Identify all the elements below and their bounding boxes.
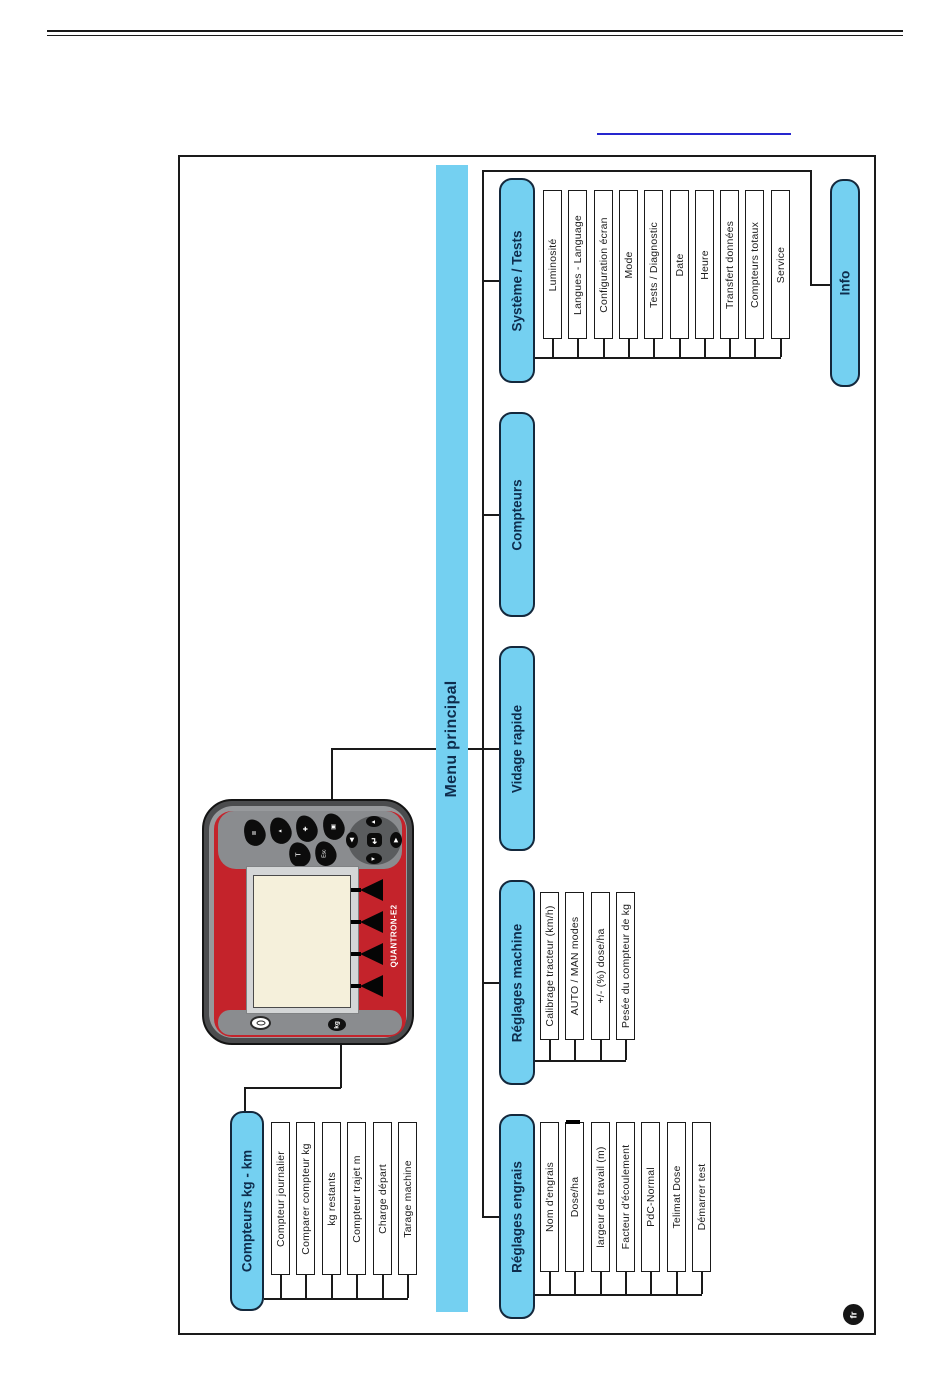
menu-item bbox=[591, 1122, 610, 1272]
menu-box-label: Système / Tests bbox=[509, 229, 525, 332]
connector-line bbox=[482, 514, 499, 516]
menu-item bbox=[540, 1122, 559, 1272]
device-illustration bbox=[202, 799, 414, 1045]
connector-line bbox=[729, 339, 731, 357]
menu-item bbox=[619, 190, 638, 339]
softkey-icon bbox=[360, 911, 383, 933]
menu-item-label: AUTO / MAN modes bbox=[568, 916, 581, 1016]
connector-line bbox=[625, 1272, 627, 1294]
connector-line bbox=[628, 339, 630, 357]
menu-box-label: Réglages engrais bbox=[509, 1160, 525, 1273]
main-menu-bar bbox=[436, 165, 468, 1312]
menu-item bbox=[398, 1122, 417, 1275]
connector-line bbox=[356, 1275, 358, 1298]
menu-item bbox=[373, 1122, 392, 1275]
menu-item-label: Telimat Dose bbox=[670, 1165, 683, 1229]
enter-key-icon: ↵ bbox=[367, 833, 382, 847]
menu-item-label: Compteur trajet m bbox=[350, 1154, 363, 1243]
softkey-icon bbox=[360, 879, 383, 901]
menu-item-label: Nom d'engrais bbox=[543, 1162, 556, 1232]
menu-item bbox=[347, 1122, 366, 1275]
print-artifact-mark bbox=[566, 1120, 580, 1124]
connector-line bbox=[407, 1275, 409, 1298]
connector-line bbox=[653, 339, 655, 357]
connector-line bbox=[482, 280, 499, 282]
connector-line bbox=[264, 1298, 408, 1300]
connector-line bbox=[482, 982, 499, 984]
menu-item bbox=[695, 190, 714, 339]
header-rule-thick bbox=[47, 30, 903, 32]
connector-line bbox=[534, 1060, 626, 1062]
connector-line bbox=[574, 1272, 576, 1294]
kg-key: kg bbox=[328, 1018, 346, 1031]
menu-item bbox=[271, 1122, 290, 1275]
connector-line bbox=[331, 748, 499, 750]
menu-item-label: PdC-Normal bbox=[644, 1167, 657, 1227]
menu-box-label: Vidage rapide bbox=[509, 704, 525, 793]
menu-item-label: kg restants bbox=[325, 1171, 338, 1226]
connector-line bbox=[549, 1040, 551, 1060]
softkey-icon bbox=[360, 975, 383, 997]
menu-item bbox=[568, 190, 587, 339]
menu-item bbox=[644, 190, 663, 339]
menu-item-label: Comparer compteur kg bbox=[299, 1142, 312, 1255]
menu-item bbox=[745, 190, 764, 339]
menu-item bbox=[616, 1122, 635, 1272]
menu-item bbox=[641, 1122, 660, 1272]
device-menu-key-icon: ▣ bbox=[319, 810, 347, 842]
connector-line bbox=[704, 339, 706, 357]
connector-line bbox=[754, 339, 756, 357]
connector-line bbox=[549, 1272, 551, 1294]
menu-item bbox=[670, 190, 689, 339]
menu-item-label: Service bbox=[774, 246, 787, 283]
header-rule-thin bbox=[47, 35, 903, 36]
main-menu-bar-label: Menu principal bbox=[443, 679, 460, 798]
menu-box-label: Réglages machine bbox=[509, 923, 525, 1042]
connector-line bbox=[534, 1294, 702, 1296]
device-screen bbox=[253, 875, 351, 1008]
menu-item bbox=[565, 1122, 584, 1272]
menu-item-label: largeur de travail (m) bbox=[594, 1146, 607, 1248]
connector-line bbox=[482, 170, 484, 1217]
menu-item bbox=[616, 892, 635, 1040]
menu-item bbox=[667, 1122, 686, 1272]
menu-item-label: Compteurs totaux bbox=[748, 221, 761, 308]
connector-line bbox=[574, 1040, 576, 1060]
connector-line bbox=[679, 339, 681, 357]
connector-line bbox=[603, 339, 605, 357]
connector-line bbox=[552, 339, 554, 357]
menu-box-compteurs-kg-km bbox=[230, 1111, 264, 1311]
menu-item bbox=[594, 190, 613, 339]
connector-line bbox=[280, 1275, 282, 1298]
menu-box-reglages-engrais bbox=[499, 1114, 535, 1319]
connector-line bbox=[810, 284, 830, 286]
menu-item-label: Langues - Language bbox=[571, 214, 584, 315]
device-brand-label: QUANTRON-E2 bbox=[389, 904, 399, 968]
arrow-left-key-icon: ◀ bbox=[346, 832, 358, 848]
connector-line bbox=[244, 1087, 246, 1112]
device-t-key: T bbox=[286, 839, 314, 869]
menu-item-label: Transfert données bbox=[723, 220, 736, 309]
connector-line bbox=[600, 1040, 602, 1060]
menu-box-systeme-tests bbox=[499, 178, 535, 383]
menu-item-label: Facteur d'écoulement bbox=[619, 1144, 632, 1250]
menu-item-label: Calibrage tracteur (km/h) bbox=[543, 905, 556, 1027]
menu-item bbox=[771, 190, 790, 339]
device-esc-key: Esc bbox=[312, 838, 340, 868]
device-menu-key-icon: ≣ bbox=[240, 816, 268, 848]
menu-item-label: Tests / Diagnostic bbox=[647, 221, 660, 308]
arrow-down-key-icon: ▼ bbox=[366, 853, 382, 864]
menu-item-label: Mode bbox=[622, 250, 635, 279]
connector-line bbox=[600, 1272, 602, 1294]
menu-item bbox=[322, 1122, 341, 1275]
menu-item-label: Luminosité bbox=[546, 238, 559, 291]
connector-line bbox=[340, 1043, 342, 1088]
connector-line bbox=[534, 357, 781, 359]
connector-line bbox=[331, 1275, 333, 1298]
menu-item-label: Compteur journalier bbox=[274, 1150, 287, 1247]
menu-box-label: Compteurs bbox=[509, 478, 525, 551]
hyperlink-underline[interactable] bbox=[597, 133, 791, 135]
menu-item bbox=[540, 892, 559, 1040]
softkey-icon bbox=[360, 943, 383, 965]
connector-line bbox=[625, 1040, 627, 1060]
menu-item bbox=[296, 1122, 315, 1275]
menu-box-reglages-machine bbox=[499, 880, 535, 1085]
connector-line bbox=[701, 1272, 703, 1294]
menu-item bbox=[565, 892, 584, 1040]
arrow-up-key-icon: ▲ bbox=[366, 816, 382, 827]
power-button-icon bbox=[250, 1016, 271, 1030]
connector-line bbox=[577, 339, 579, 357]
menu-item-label: Heure bbox=[698, 249, 711, 280]
connector-line bbox=[382, 1275, 384, 1298]
connector-line bbox=[482, 1216, 499, 1218]
connector-line bbox=[305, 1275, 307, 1298]
menu-item bbox=[591, 892, 610, 1040]
menu-box-vidage-rapide bbox=[499, 646, 535, 851]
menu-item-label: +/- (%) dose/ha bbox=[594, 928, 607, 1004]
connector-line bbox=[810, 170, 812, 285]
connector-line bbox=[331, 748, 333, 800]
menu-box-info bbox=[830, 179, 860, 387]
connector-line bbox=[780, 339, 782, 357]
connector-line bbox=[676, 1272, 678, 1294]
menu-item-label: Dose/ha bbox=[568, 1176, 581, 1218]
diagram-frame bbox=[178, 155, 876, 1335]
menu-item-label: Date bbox=[673, 253, 686, 276]
connector-line bbox=[482, 170, 811, 172]
arrow-right-key-icon: ▶ bbox=[390, 832, 402, 848]
connector-line bbox=[650, 1272, 652, 1294]
menu-box-label: Compteurs kg - km bbox=[239, 1149, 255, 1273]
menu-item bbox=[692, 1122, 711, 1272]
menu-item-label: Charge départ bbox=[376, 1163, 389, 1234]
menu-item bbox=[543, 190, 562, 339]
device-menu-key-icon: ▴ bbox=[266, 814, 294, 846]
connector-line bbox=[244, 1087, 341, 1089]
menu-item bbox=[720, 190, 739, 339]
menu-box-label: Info bbox=[837, 270, 853, 296]
menu-item-label: Pesée du compteur de kg bbox=[619, 903, 632, 1029]
menu-item-label: Démarrer test bbox=[695, 1163, 708, 1231]
menu-item-label: Tarage machine bbox=[401, 1159, 414, 1238]
device-menu-key-icon: ✚ bbox=[292, 812, 320, 844]
language-badge: fr bbox=[843, 1304, 864, 1325]
menu-box-compteurs bbox=[499, 412, 535, 617]
menu-item-label: Configuration écran bbox=[597, 216, 610, 313]
